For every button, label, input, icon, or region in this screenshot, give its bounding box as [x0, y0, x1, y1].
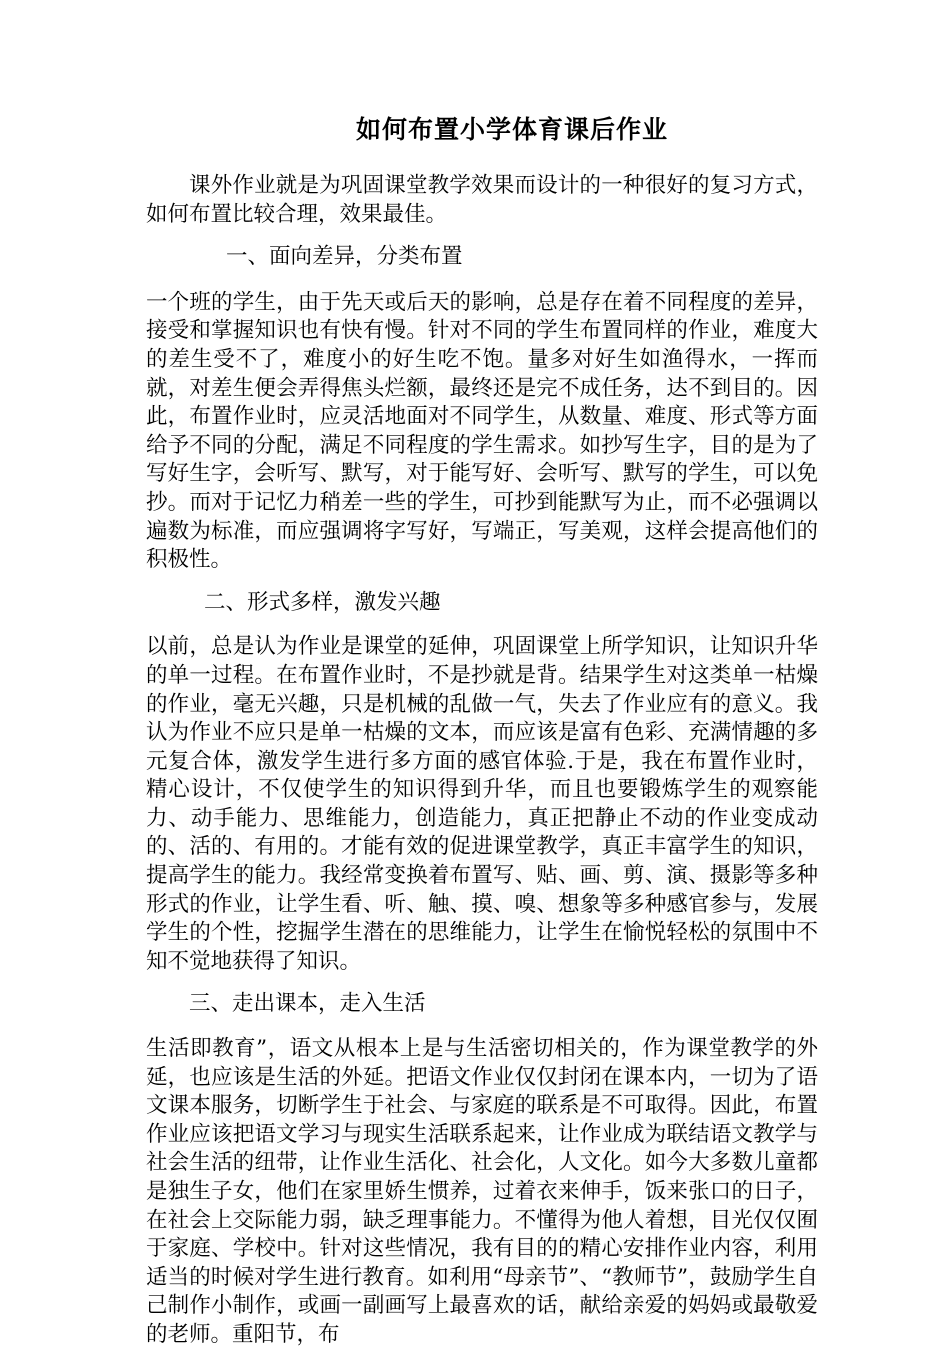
- section-2-heading: 二、形式多样，激发兴趣: [204, 589, 441, 615]
- section-1-heading: 一、面向差异，分类布置: [226, 244, 463, 270]
- document-title: 如何布置小学体育课后作业: [355, 115, 668, 144]
- section-1-body: 一个班的学生，由于先天或后天的影响，总是存在着不同程度的差异，接受和掌握知识也有快有慢。针对不同的学生布置同样的作业，难度大的差生受不了，难度小的好生吃不饱。量多对好生如渔得水，一挥而就，对差生便会弄得焦头烂额，最终还是完不成任务，达不到目的。因此，布置作业时，应灵活地面对不同学生，从数量、难度、形式等方面给予不同的分配，满足不同程度的学生需求。如抄写生字，目的是为了写好生字，会听写、默写，对于能写好、会听写、默写的学生，可以免抄。而对于记忆力稍差一些的学生，可抄到能默写为止，而不必强调以遍数为标准，而应强调将字写好，写端正，写美观，这样会提高他们的积极性。: [146, 289, 818, 573]
- section-3-heading: 三、走出课本，走入生活: [189, 991, 426, 1017]
- section-3-body: 生活即教育”，语文从根本上是与生活密切相关的，作为课堂教学的外延，也应该是生活的外延。把语文作业仅仅封闭在课本内，一切为了语文课本服务，切断学生于社会、与家庭的联系是不可取得。因此，布置作业应该把语文学习与现实生活联系起来，让作业成为联结语文教学与社会生活的纽带，让作业生活化、社会化，人文化。如今大多数儿童都是独生子女，他们在家里娇生惯养，过着衣来伸手，饭来张口的日子，在社会上交际能力弱，缺乏理事能力。不懂得为他人着想，目光仅仅囿于家庭、学校中。针对这些情况，我有目的的精心安排作业内容，利用适当的时候对学生进行教育。如利用“母亲节”、“教师节”，鼓励学生自己制作小制作，或画一副画写上最喜欢的话，献给亲爱的妈妈或最敬爱的老师。重阳节，布: [146, 1036, 818, 1347]
- section-2-body: 以前，总是认为作业是课堂的延伸，巩固课堂上所学知识，让知识升华的单一过程。在布置作业时，不是抄就是背。结果学生对这类单一枯燥的作业，毫无兴趣，只是机械的乱做一气，失去了作业应有的意义。我认为作业不应只是单一枯燥的文本，而应该是富有色彩、充满情趣的多元复合体，激发学生进行多方面的感官体验.于是，我在布置作业时，精心设计，不仅使学生的知识得到升华，而且也要锻炼学生的观察能力、动手能力、思维能力，创造能力，真正把静止不动的作业变成动的、活的、有用的。才能有效的促进课堂教学，真正丰富学生的知识，提高学生的能力。我经常变换着布置写、贴、画、剪、演、摄影等多种形式的作业，让学生看、听、触、摸、嗅、想象等多种感官参与，发展学生的个性，挖掘学生潜在的思维能力，让学生在愉悦轻松的氛围中不知不觉地获得了知识。: [146, 634, 818, 974]
- intro-paragraph: 课外作业就是为巩固课堂教学效果而设计的一种很好的复习方式，如何布置比较合理，效果最佳。: [146, 173, 818, 227]
